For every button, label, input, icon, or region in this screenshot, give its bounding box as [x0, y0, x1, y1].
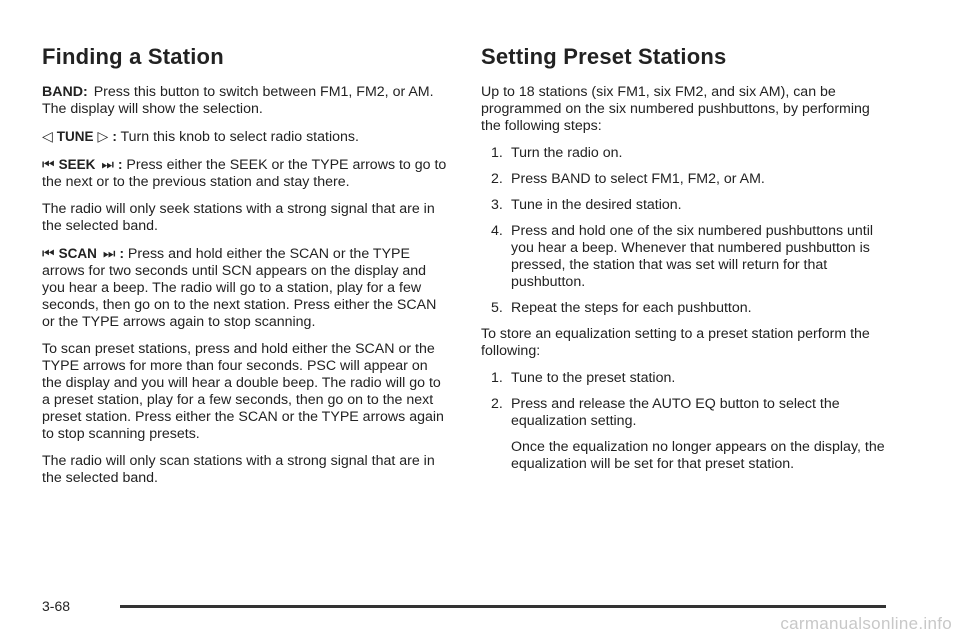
- section-title-presets: Setting Preset Stations: [481, 44, 727, 69]
- seek-next-icon: ⏭: [101, 156, 114, 172]
- eq-steps: [481, 370, 891, 430]
- list-item: 2. Press and release the AUTO EQ button to select the equalization setting.: [491, 396, 840, 429]
- seek-text-cont: arrows to go to the next or to the previous station and stay there.: [42, 157, 447, 190]
- preset-scan-paragraph: To scan preset stations, press and hold either the SCAN or the TYPE arrows for more than four seconds. PSC will appear on the display and you will hear a double beep. The radio will go to a preset station, play for a few seconds, then go on to the next preset station. Press either the SCAN or the TYPE arrows again to stop scanning presets.: [42, 341, 444, 442]
- preset-steps: [481, 145, 891, 317]
- tune-right-arrow-icon: ▷: [97, 128, 109, 144]
- section-title-finding: Finding a Station: [42, 44, 224, 69]
- list-item: 2. Press BAND to select FM1, FM2, or AM.: [491, 171, 765, 187]
- list-item: 3. Tune in the desired station.: [491, 197, 682, 213]
- scan-paragraph: [42, 245, 447, 331]
- tune-text: Turn this knob to select radio stations.: [120, 129, 359, 145]
- eq-intro: To store an equalization setting to a preset station perform the following:: [481, 326, 870, 359]
- scan-prev-icon: ⏮: [42, 245, 55, 261]
- seek-label: SEEK: [58, 157, 96, 172]
- page-number: 3-68: [42, 598, 71, 614]
- seek-note: The radio will only seek stations with a strong signal that are in the selected band.: [42, 201, 435, 234]
- band-paragraph: [42, 84, 447, 118]
- seek-prev-icon: ⏮: [42, 156, 55, 172]
- seek-colon: :: [117, 157, 123, 172]
- watermark: carmanualsonline.info: [780, 614, 952, 633]
- footer-divider: [120, 605, 886, 608]
- eq-note: Once the equalization no longer appears on the display, the equalization will be set for that preset station.: [511, 439, 885, 472]
- tune-left-arrow-icon: ◁: [42, 128, 53, 144]
- list-item: 4. Press and hold one of the six numbered pushbuttons until you hear a beep. Whenever that numbered pushbutton is pressed, the station that was set will return for that pushbutton.: [491, 223, 874, 290]
- tune-paragraph: [42, 128, 447, 146]
- left-column: [42, 40, 447, 497]
- list-item: 5. Repeat the steps for each pushbutton.: [491, 300, 752, 316]
- scan-colon: :: [119, 246, 124, 261]
- scan-next-icon: ⏭: [102, 245, 116, 261]
- seek-paragraph: [42, 156, 447, 191]
- band-label: BAND:: [42, 84, 88, 100]
- list-item: 1. Turn the radio on.: [491, 145, 623, 161]
- list-item: 1. Tune to the preset station.: [491, 370, 676, 386]
- band-text: Press this button to switch between FM1, FM2, or AM. The display will show the selection.: [42, 84, 434, 117]
- right-column: [481, 40, 891, 483]
- tune-colon: :: [112, 129, 117, 144]
- scan-note: The radio will only scan stations with a strong signal that are in the selected band.: [42, 453, 435, 486]
- seek-text: Press either the SEEK or the TYPE: [126, 157, 349, 173]
- scan-label: SCAN: [58, 246, 97, 261]
- tune-label: TUNE: [56, 129, 94, 144]
- preset-intro: Up to 18 stations (six FM1, six FM2, and six AM), can be programmed on the six numbered pushbuttons, by performing the following steps:: [481, 84, 870, 134]
- scan-text: Press and hold either the SCAN or the: [127, 246, 370, 262]
- scan-text-cont: TYPE arrows for two seconds until SCN appears on the display and you hear a beep. The radio will go to a station, play for a few seconds, then go on to the next station. Press either the SCAN or the TYPE arrows again to stop scanning.: [42, 246, 437, 330]
